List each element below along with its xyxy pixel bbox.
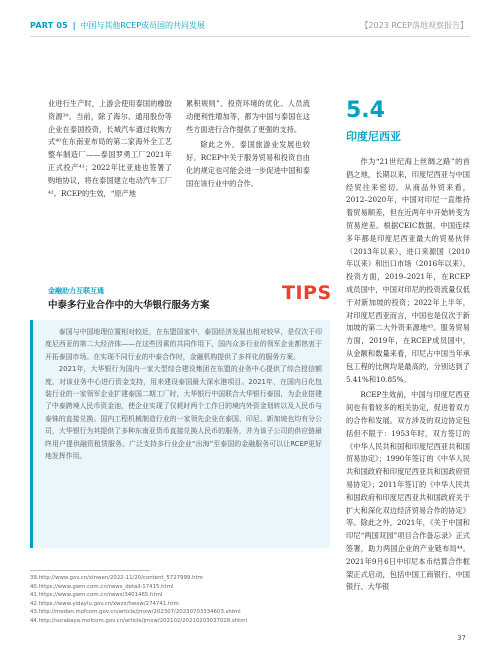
page-number: 37	[457, 634, 466, 642]
page-header	[0, 0, 500, 38]
case-paragraph: 2021年，大华银行为国内一家大型综合建设集团在东盟的业务中心提供了综合授信额度，对该业务中心进行资金支持，用来建设泰国最大深水港项目。2021年，在国内日化包装行业的一家领军企业扩建泰国二期工厂时，大华银行中国联合大华银行泰国，为企业搭建了中泰跨境人民币资金池，使企业实现了仅耗时两个工作日的境内外资金划转以及人民币与泰铢的直接兑换。国内工程机械制造行业的一家领先企业在泰国、印尼、新加坡也均有分公司，大华银行为其提供了多种东南亚货币直接兑换人民币的服务，并为该子公司的供应链最终用户提供融资租赁服务。广泛支持多行业企业“出海”至泰国的金融服务可以让RCEP更好地发挥作用。	[45, 365, 322, 461]
section-number: 5.4	[346, 98, 385, 123]
footnote: 41.https://www.gwm.com.cn/news/3401465.html	[30, 592, 163, 599]
case-paragraph: 泰国与中国地理位置相对较近，在东盟国家中，泰国经济发展也相对较早，是仅次于印度尼西亚的第二大经济体——在这些因素的共同作用下，国内众多行业的领军企业都热衷于开拓泰国市场。在实现不同行业的中泰合作时，金融机构提供了多样化的服务方案。	[45, 328, 322, 361]
report-title: 【2023 RCEP落地观察报告】	[360, 21, 468, 30]
body-column-3	[346, 156, 470, 597]
chapter-header	[30, 20, 205, 31]
case-title: 中泰多行业合作中的大华银行服务方案	[48, 300, 210, 311]
body-column-2	[186, 98, 310, 194]
case-box	[30, 320, 330, 548]
paragraph: 累积规则”、投资环境的优化、人员流动便利性增加等，都为中国与泰国在这些方面进行合作提供了更强的支持。	[186, 99, 310, 134]
paragraph: 除此之外，泰国旅游业发展也较好。RCEP中关于服务贸易和投资自由化的规定也可能会进一步促进中国和泰国在该行业中的合作。	[186, 140, 310, 188]
footnote-divider	[30, 570, 150, 571]
chapter-title: 中国与其他RCEP成员国的共同发展	[80, 21, 206, 30]
case-kicker: 金融助力互联互通	[48, 287, 104, 295]
header-divider	[30, 36, 470, 37]
header-separator: |	[72, 21, 76, 30]
body-column-1	[48, 98, 172, 203]
footnote: 44.http://surabaya.mofcom.gov.cn/article/jmxw/202102/20210203037028.shtml	[30, 617, 247, 624]
paragraph: RCEP生效前，中国与印度尼西亚间也有着较多的相关协定，促进着双方的合作和发展。双方涉及的双边协定包括但不限于：1953年时，双方签订的《中华人民共和国和印度尼西亚共和国贸易协定》；1990年签订的《中华人民共和国政府和印度尼西亚共和国政府贸易协定》；2011年签订的《中华人民共和国政府和印度尼西亚共和国政府关于扩大和深化双边经济贸易合作的协定》等。除此之外，2021年，《关于中国和印尼“两国双园”项目合作备忘录》正式签署，助力两国企业的产业链布局⁴⁴。2021年9月6日中印尼本币结算合作框架正式启动，包括中国工商银行、中国银行、大华银	[346, 390, 470, 592]
part-label: PART 05	[30, 21, 68, 30]
section-title: 印度尼西亚	[346, 130, 401, 143]
paragraph: 业进行生产时，上游会使用泰国的橡胶资源³⁹。当前，除了海尔、通用股份等企业在泰国投资，长城汽车通过收购方式⁴⁰在东南亚布局的第二家海外全工艺整车制造厂——泰国罗勇工厂2021年正式投产⁴¹；2022年比亚迪也签署了购地协议，将在泰国建立电动汽车工厂⁴²。RCEP的生效，“原产地	[48, 99, 172, 198]
footnote: 43.http://medan.mofcom.gov.cn/article/jmxw/202307/20230703334603.shtml	[30, 609, 241, 616]
footnote: 39.http://www.gov.cn/xinwen/2022-11/20/content_5727999.htm	[30, 575, 203, 581]
footnote: 42.https://www.yidaylu.gov.cn/xwzx/hwxw/274741.htm	[30, 600, 179, 607]
paragraph: 作为“21世纪海上丝绸之路”的首倡之地，长期以来，印度尼西亚与中国经贸往来密切。从商品外贸来看，2012–2020年，中国对印尼一直维持着贸易顺差，但在近两年中开始转变为贸易逆差。根据CEIC数据，中国连续多年都是印度尼西亚最大的贸易伙伴（2013年以来），进口来源国（2010年以来）和出口市场（2016年以来）。投资方面，2019–2021年，在RCEP成员国中，中国对印尼的投资流量仅低于对新加坡的投资；2022年上半年，对印度尼西亚而言，中国也是仅次于新加坡的第二大外资来源地⁴³。服务贸易方面，2019年，在RCEP成员国中，从金额和数量来看，印尼占中国当年承包工程的比例均是最高的，分别达到了5.41%和10.85%。	[346, 157, 470, 384]
footnotes	[30, 574, 247, 626]
tips-label: TIPS	[282, 282, 332, 304]
footnote: 40.https://www.gwm.com.cn/news_detail-17415.html	[30, 583, 174, 590]
